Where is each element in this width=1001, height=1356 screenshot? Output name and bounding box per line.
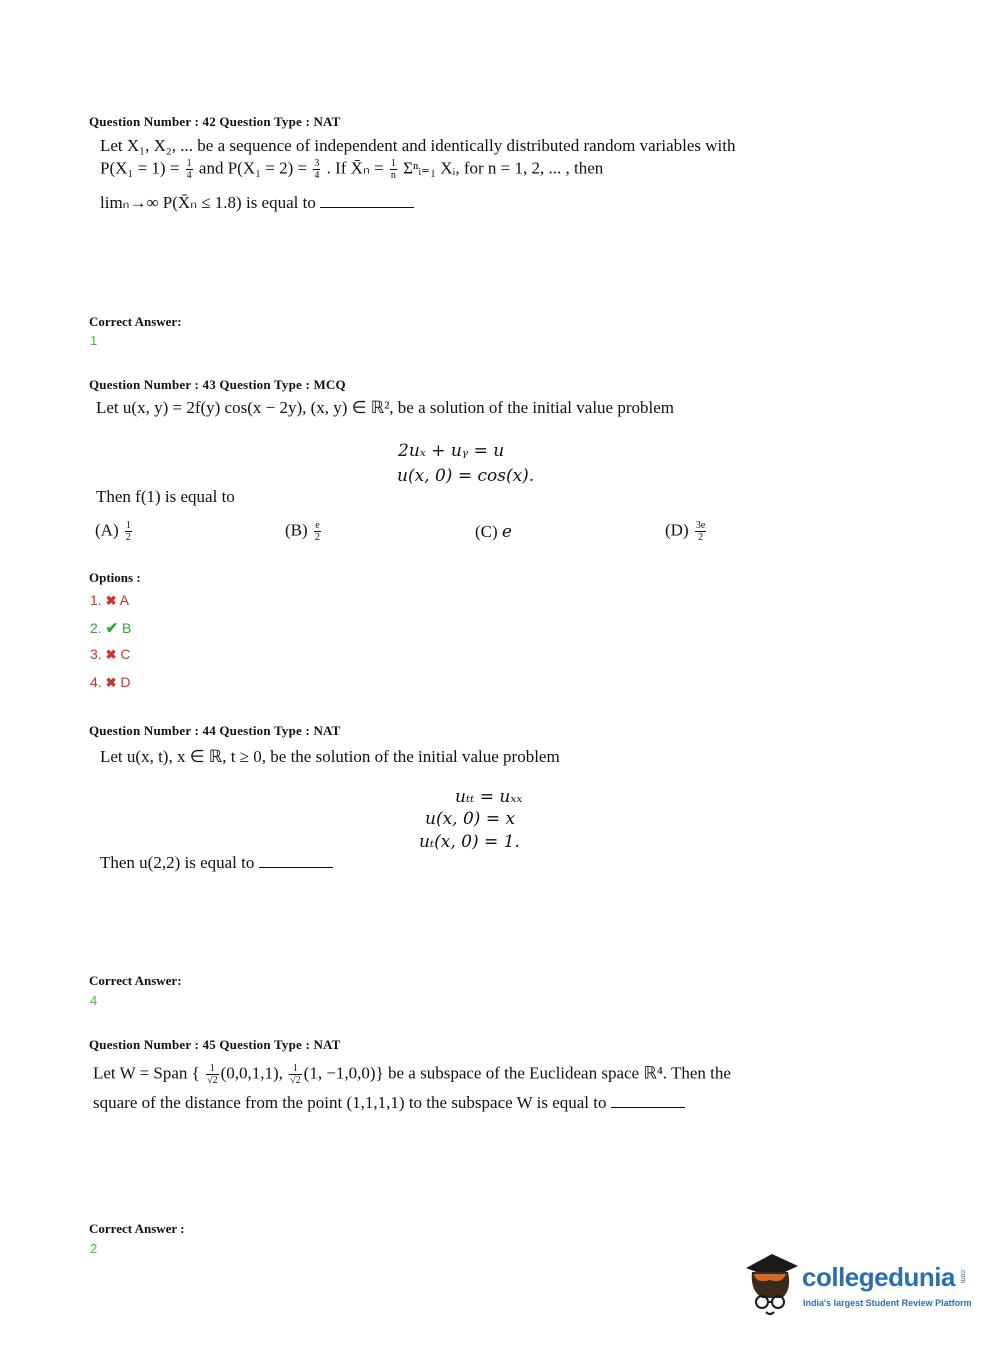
q43-option-b: (B) $\frac{e}{2}$ (285, 520, 320, 543)
answer-blank (259, 867, 333, 868)
q45-line1: Let W = Span { $\frac{1}{√2}$ (0,0,1,1), $\frac{1}{√2}$ (1, −1,0,0)} be a subspace of the Euclidean space ℝ⁴. Then the (93, 1063, 731, 1086)
q42-answer-label: Correct Answer: (89, 314, 182, 329)
q42-line3: limₙ→∞ P(X̄ₙ ≤ 1.8) is equal to (100, 193, 414, 213)
q43-then: Then f(1) is equal to (96, 487, 235, 506)
logo-name: collegedunia (802, 1262, 955, 1292)
q43-option-a: (A) $\frac{1}{2}$ (95, 520, 131, 543)
collegedunia-logo (742, 1250, 972, 1320)
q42-line1: Let X₁, X₂, ... be a sequence of independent and identically distributed random variables with (100, 136, 736, 155)
q43-option-c: (C) e (475, 522, 512, 542)
q43-line1: Let u(x, y) = 2f(y) cos(x − 2y), (x, y) ∈ ℝ², be a solution of the initial value problem (96, 398, 674, 417)
q43-option-d: (D) $\frac{3e}{2}$ (665, 520, 706, 543)
check-icon: ✔ (105, 620, 119, 637)
option-row: 1. ✖ A (90, 592, 129, 608)
logo-tagline: India's largest Student Review Platform (803, 1298, 972, 1308)
q43-eq2: u(x, 0) = cos(x). (397, 466, 535, 486)
mascot-icon (742, 1250, 800, 1318)
cross-icon: ✖ (105, 593, 117, 608)
q44-line1: Let u(x, t), x ∈ ℝ, t ≥ 0, be the solution of the initial value problem (100, 747, 560, 766)
q44-eq1: uₜₜ = uₓₓ (455, 787, 523, 807)
q44-then: Then u(2,2) is equal to (100, 853, 333, 873)
q42-answer: 1 (90, 333, 98, 348)
option-row: 4. ✖ D (90, 674, 131, 690)
q43-options-label: Options : (89, 570, 141, 585)
q43-eq1: 2uₓ + uᵧ = u (398, 441, 505, 461)
q44-header: Question Number : 44 Question Type : NAT (89, 723, 341, 738)
q43-header: Question Number : 43 Question Type : MCQ (89, 377, 346, 392)
q44-eq2: u(x, 0) = x (425, 809, 516, 829)
cross-icon: ✖ (105, 647, 117, 662)
q42-line2: P(X₁ = 1) = $\frac{1}{4}$ and P(X₁ = 2) = $\frac{3}{4}$ . If X̄ₙ = $\frac{1}{n}$ Σⁿᵢ₌₁ Xᵢ, for n = 1, 2, ... , then (100, 158, 604, 181)
answer-blank (611, 1107, 685, 1108)
answer-blank (320, 207, 414, 208)
q45-header: Question Number : 45 Question Type : NAT (89, 1037, 341, 1052)
option-row: 3. ✖ C (90, 646, 131, 662)
q44-eq3: uₜ(x, 0) = 1. (419, 832, 520, 852)
q42-header: Question Number : 42 Question Type : NAT (89, 114, 341, 129)
q44-answer-label: Correct Answer: (89, 973, 182, 988)
q44-answer: 4 (90, 993, 98, 1008)
cross-icon: ✖ (105, 675, 117, 690)
q45-line2: square of the distance from the point (1,1,1,1) to the subspace W is equal to (93, 1093, 685, 1113)
q45-answer-label: Correct Answer : (89, 1221, 185, 1236)
option-row: 2. ✔ B (90, 620, 132, 637)
q45-answer: 2 (90, 1241, 98, 1256)
logo-suffix: .com (959, 1268, 966, 1284)
